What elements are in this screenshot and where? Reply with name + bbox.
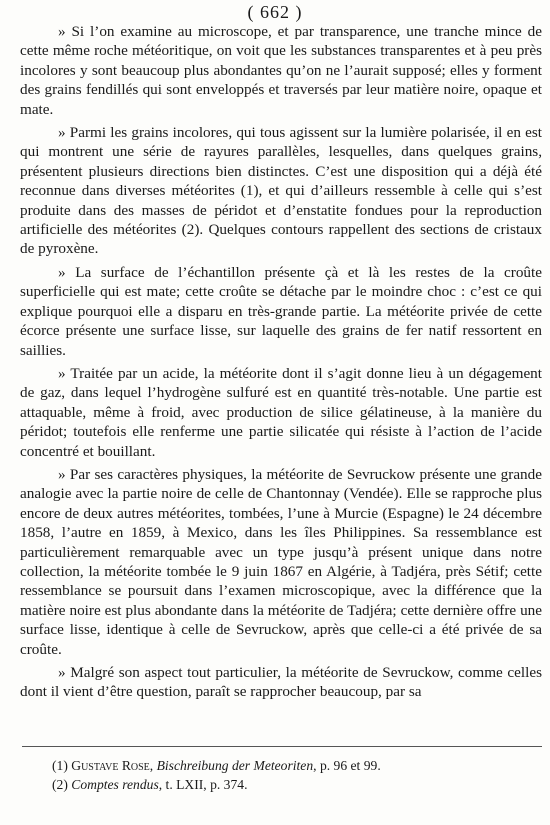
paragraph: » Traitée par un acide, la météorite dont il s’agit donne lieu à un dégagement de gaz, dans lequel l’hydrogène sulfuré est en quantité très-notable. Une partie est attaquable, même à froid, avec production de silice gélatineuse, à la manière du péridot; toutefois elle renferme une partie silicatée qui résiste à l’action de l’acide concentré et bouillant. xyxy=(20,364,542,460)
footnote-separator xyxy=(22,746,542,747)
footnote-marker: (1) xyxy=(52,758,68,773)
footnote xyxy=(52,756,532,775)
paragraph: » Parmi les grains incolores, qui tous agissent sur la lumière polarisée, il en est qui montrent une série de rayures parallèles, lesquelles, dans quelques grains, présentent plusieurs directions bien distinctes. C’est une disposition qui a déjà été reconnue dans diverses météorites (1), et qui d’ailleurs ressemble à celle qui s’est produite dans des masses de péridot et d’enstatite fondues pour la reproduction artificielle des météorites (2). Quelques contours rappellent des sections de cristaux de pyroxène. xyxy=(20,124,542,258)
paragraph: » La surface de l’échantillon présente çà et là les restes de la croûte superficielle qui est mate; cette croûte se détache par le moindre choc : c’est ce qui explique pourquoi elle a disparu en très-grande partie. La météorite privée de cette écorce présente une surface lisse, sur laquelle des grains de fer natif ressortent en saillies. xyxy=(20,263,542,359)
footnote xyxy=(52,775,532,794)
footnote-title: Comptes rendus xyxy=(71,777,159,792)
paragraph: » Si l’on examine au microscope, et par transparence, une tranche mince de cette même roche météoritique, on voit que les substances transparentes et à peu près incolores y sont beaucoup plus abondantes qu’on ne l’aurait supposé; elles y forment des grains fendillés qui sont enveloppés et traversés par leur matière noire, opaque et mate. xyxy=(20,23,542,118)
paragraph: » Malgré son aspect tout particulier, la météorite de Sevruckow, comme celles dont il vient d’être question, paraît se rapprocher beaucoup, par sa xyxy=(20,664,542,701)
footnote-marker: (2) xyxy=(52,777,68,792)
footnotes xyxy=(52,756,532,794)
paragraph: » Par ses caractères physiques, la météorite de Sevruckow présente une grande analogie avec la partie noire de celle de Chantonnay (Vendée). Elle se rapproche plus encore de deux autres météorites, tombées, l’une à Murcie (Espagne) le 24 décembre 1858, l’autre en 1859, à Mexico, dans les îles Philippines. Sa ressemblance est particulièrement remarquable avec un type jusqu’à présent unique dans notre collection, la météorite tombée le 9 juin 1867 en Algérie, à Tadjéra, près Sétif; cette ressemblance se poursuit dans l’examen microscopique, avec la différence que la matière noire est plus abondante dans la météorite de Tadjéra; cette dernière offre une surface lisse, identique à celle de Sevruckow, après que celle-ci a été privée de sa croûte. xyxy=(20,465,542,658)
footnote-reference: , p. 96 et 99. xyxy=(313,758,381,773)
footnote-author: Gustave Rose xyxy=(71,758,150,773)
footnote-title: Bischreibung der Meteoriten xyxy=(156,758,314,773)
footnote-reference: , t. LXII, p. 374. xyxy=(158,777,248,792)
footnote-separator-text: , xyxy=(149,758,157,773)
body-text xyxy=(20,22,542,706)
page-number: ( 662 ) xyxy=(247,2,303,22)
